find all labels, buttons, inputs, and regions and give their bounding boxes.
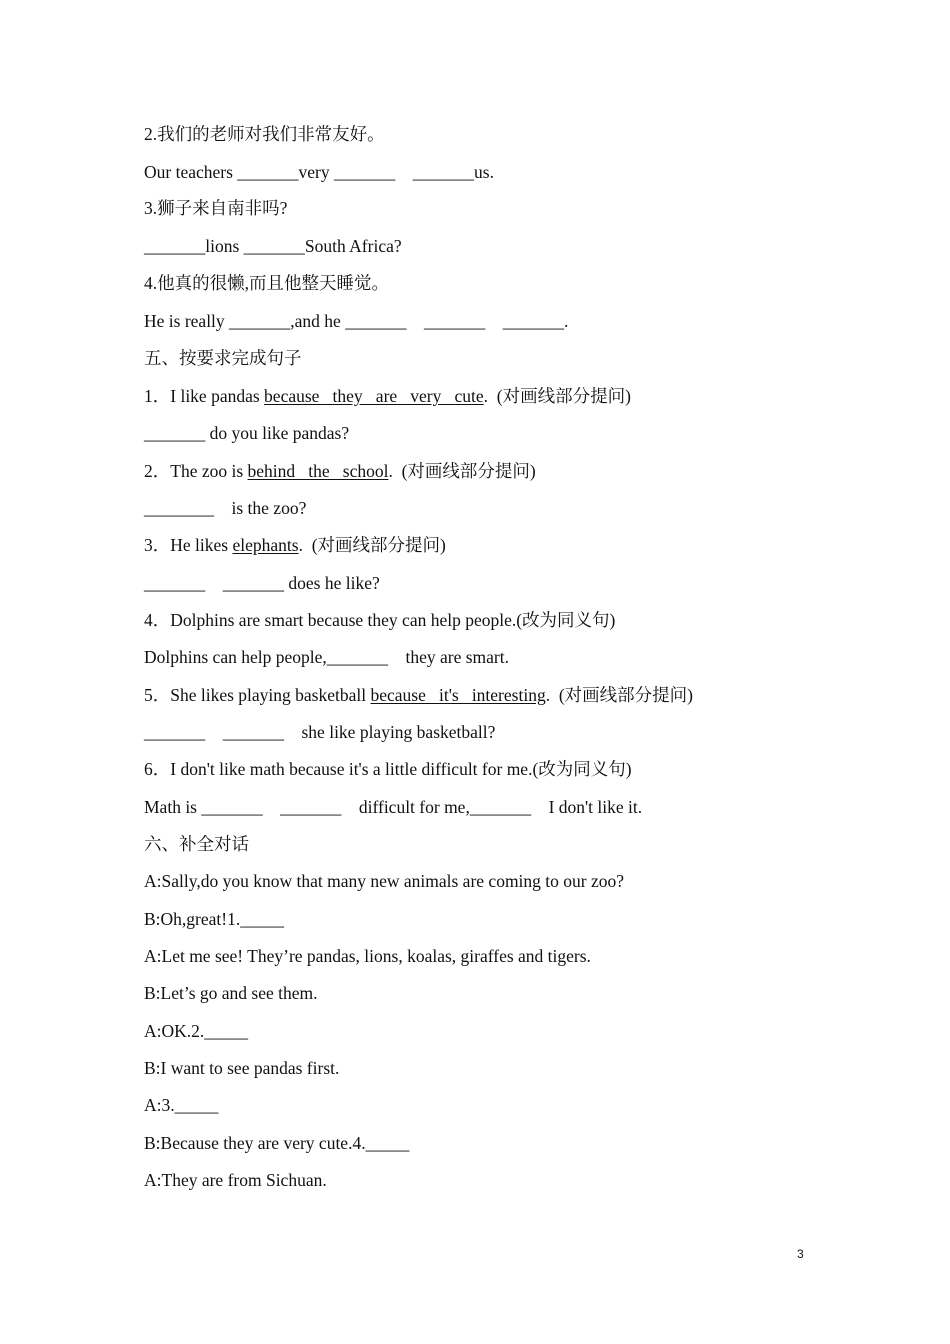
dialog-blank-3: _____: [174, 1095, 219, 1115]
s5-q3-answer: _______ _______ does he like?: [144, 573, 380, 593]
s5-q1-post: . (对画线部分提问): [483, 386, 631, 406]
dialog-line-1: A:Sally,do you know that many new animals are coming to our zoo?: [144, 871, 625, 891]
s5-q2-underlined: behind the school: [247, 461, 389, 481]
dialog-line-5-text: A:OK.2.: [144, 1021, 205, 1041]
s5-q5-pre: 5．She likes playing basketball: [144, 685, 371, 705]
dialog-blank-1: _____: [240, 909, 284, 929]
s5-q2-pre: 2．The zoo is: [144, 461, 248, 481]
dialog-line-2-text: B:Oh,great!1.: [144, 909, 241, 929]
s5-q3-underlined: elephants: [232, 535, 299, 555]
s5-q1-pre: 1．I like pandas: [144, 386, 265, 406]
q2-chinese: 2.我们的老师对我们非常友好。: [144, 124, 385, 144]
page-number: 3: [797, 1247, 804, 1261]
dialog-line-5: [144, 1020, 248, 1042]
dialog-line-8-text: B:Because they are very cute.4.: [144, 1133, 366, 1153]
s5-q6-answer: Math is _______ _______ difficult for me,_______ I don't like it.: [144, 797, 643, 817]
section5-heading: 五、按要求完成句子: [144, 348, 302, 368]
dialog-line-4: B:Let’s go and see them.: [144, 983, 318, 1003]
q4-chinese: 4.他真的很懒,而且他整天睡觉。: [144, 273, 389, 293]
dialog-line-8: [144, 1132, 409, 1154]
q2-english: Our teachers _______very _______ _______us.: [144, 162, 494, 182]
s5-q5-answer: _______ _______ she like playing basketball?: [144, 722, 496, 742]
dialog-line-2: [144, 908, 284, 930]
q4-english: He is really _______,and he _______ _______ _______.: [144, 311, 569, 331]
dialog-blank-2: _____: [204, 1021, 249, 1041]
s5-q2-answer: ________ is the zoo?: [144, 498, 307, 518]
s5-q1-underlined: because they are very cute: [264, 386, 484, 406]
s5-q4: 4．Dolphins are smart because they can help people.(改为同义句): [144, 610, 616, 630]
dialog-line-6: B:I want to see pandas first.: [144, 1058, 340, 1078]
dialog-line-7: [144, 1094, 218, 1116]
dialog-line-3: A:Let me see! They’re pandas, lions, koalas, giraffes and tigers.: [144, 946, 591, 966]
q3-chinese: 3.狮子来自南非吗?: [144, 198, 288, 218]
s5-q2: [144, 460, 536, 482]
s5-q5-post: . (对画线部分提问): [545, 685, 693, 705]
s5-q2-post: . (对画线部分提问): [388, 461, 536, 481]
s5-q3: [144, 534, 446, 556]
q3-english: _______lions _______South Africa?: [144, 236, 402, 256]
s5-q1-answer: _______ do you like pandas?: [144, 423, 350, 443]
dialog-line-9: A:They are from Sichuan.: [144, 1170, 327, 1190]
s5-q5: [144, 684, 693, 706]
dialog-line-7-text: A:3.: [144, 1095, 175, 1115]
s5-q5-underlined: because it's interesting: [370, 685, 546, 705]
s5-q3-pre: 3．He likes: [144, 535, 233, 555]
section6-heading: 六、补全对话: [144, 834, 249, 854]
s5-q1: [144, 385, 631, 407]
s5-q4-answer: Dolphins can help people,_______ they are smart.: [144, 647, 509, 667]
dialog-blank-4: _____: [365, 1133, 410, 1153]
s5-q6: 6．I don't like math because it's a little difficult for me.(改为同义句): [144, 759, 632, 779]
s5-q3-post: . (对画线部分提问): [298, 535, 446, 555]
